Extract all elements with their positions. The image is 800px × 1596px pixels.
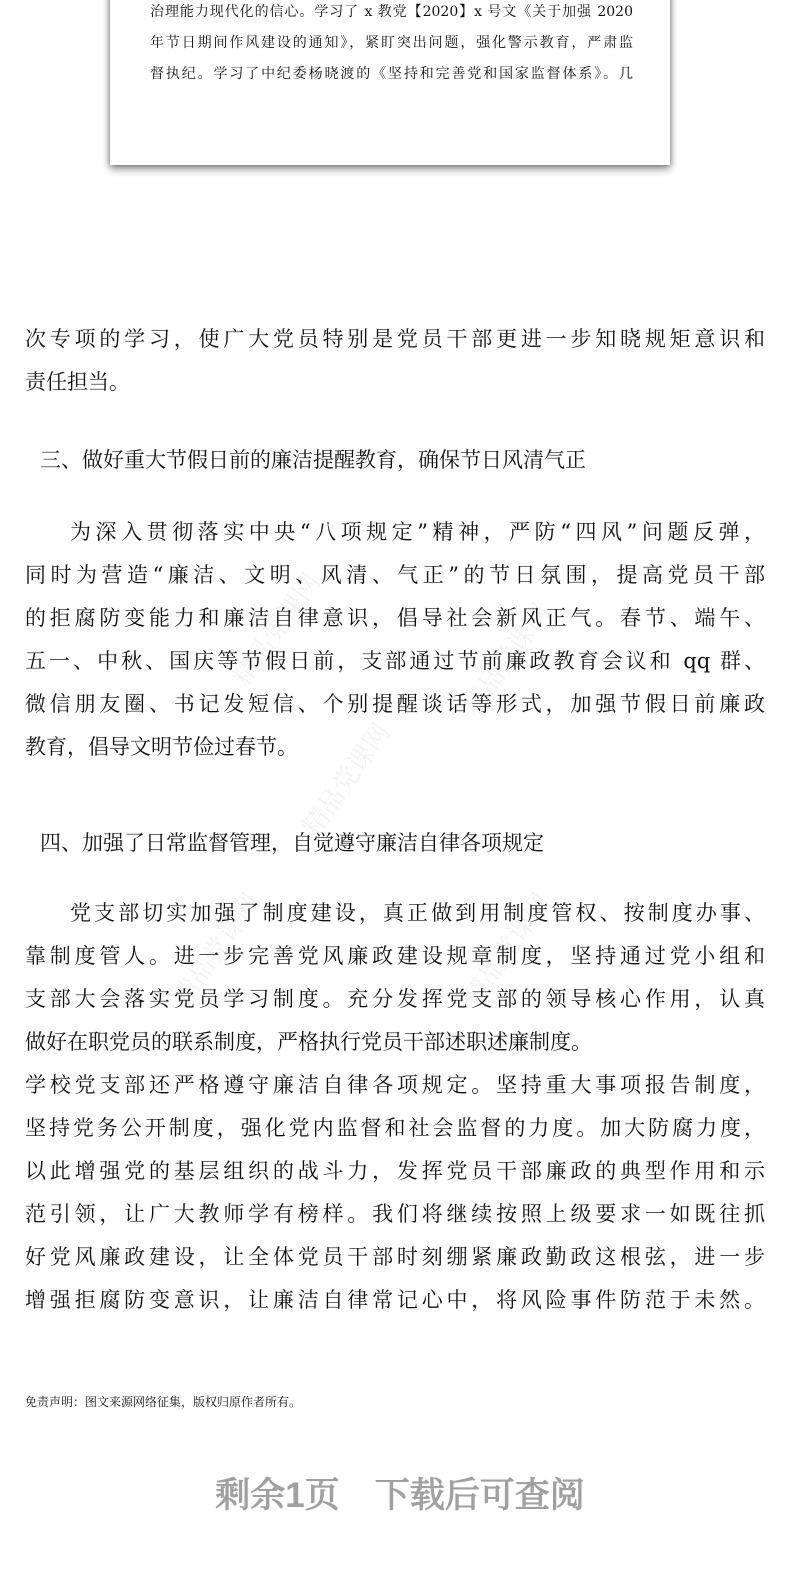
body-line: 次专项的学习，使广大党员特别是党员干部更进一步知晓规矩意识和 <box>25 327 765 351</box>
body-line: 责任担当。 <box>25 370 130 394</box>
section-heading-4: 四、加强了日常监督管理，自觉遵守廉洁自律各项规定 <box>40 831 544 855</box>
body-line: 党支部切实加强了制度建设，真正做到用制度管权、按制度办事、 <box>70 901 765 925</box>
body-line: 学校党支部还严格遵守廉洁自律各项规定。坚持重大事项报告制度， <box>25 1073 765 1097</box>
card-text-line: 治理能力现代化的信心。学习了 x 教党【2020】x 号文《关于加强 2020 <box>150 4 633 20</box>
body-line: 微信朋友圈、书记发短信、个别提醒谈话等形式，加强节假日前廉政 <box>25 692 765 716</box>
body-line: 坚持党务公开制度，强化党内监督和社会监督的力度。加大防腐力度， <box>25 1116 765 1140</box>
body-line: 为深入贯彻落实中央“八项规定”精神，严防“四风”问题反弹， <box>70 520 765 544</box>
body-line: 的拒腐防变能力和廉洁自律意识，倡导社会新风正气。春节、端午、 <box>25 606 765 630</box>
body-line: 增强拒腐防变意识，让廉洁自律常记心中，将风险事件防范于未然。 <box>25 1288 765 1312</box>
body-line: 范引领，让广大教师学有榜样。我们将继续按照上级要求一如既往抓 <box>25 1202 765 1226</box>
body-line: 靠制度管人。进一步完善党风廉政建设规章制度，坚持通过党小组和 <box>25 944 765 968</box>
body-line: 好党风廉政建设，让全体党员干部时刻绷紧廉政勤政这根弦，进一步 <box>25 1245 765 1269</box>
body-line: 以此增强党的基层组织的战斗力，发挥党员干部廉政的典型作用和示 <box>25 1159 765 1183</box>
watermark: 精品党课网 <box>227 568 327 692</box>
disclaimer: 免责声明：图文来源网络征集，版权归原作者所有。 <box>25 1395 302 1409</box>
section-heading-3: 三、做好重大节假日前的廉洁提醒教育，确保节日风清气正 <box>40 448 586 472</box>
watermark: 精品党课网 <box>297 718 397 842</box>
body-line: 做好在职党员的联系制度，严格执行党员干部述职述廉制度。 <box>25 1030 592 1054</box>
card-text-line: 年节日期间作风建设的通知》，紧盯突出问题，强化警示教育，严肃监 <box>150 35 633 51</box>
watermark: 精品党课网 <box>457 888 557 1012</box>
download-to-view-more-banner[interactable]: 剩余1页 下载后可查阅 <box>215 1476 585 1515</box>
card-text-line: 督执纪。学习了中纪委杨晓渡的《坚持和完善党和国家监督体系》。几 <box>150 66 633 82</box>
watermark: 精品党课网 <box>457 598 557 722</box>
body-line: 支部大会落实党员学习制度。充分发挥党支部的领导核心作用，认真 <box>25 987 765 1011</box>
body-line: 同时为营造“廉洁、文明、风清、气正”的节日氛围，提高党员干部 <box>25 563 765 587</box>
embedded-page-preview <box>110 0 670 165</box>
body-line: 教育，倡导文明节俭过春节。 <box>25 735 298 759</box>
body-line: 五一、中秋、国庆等节假日前，支部通过节前廉政教育会议和 qq 群、 <box>25 649 765 673</box>
watermark: 精品党课网 <box>167 888 267 1012</box>
